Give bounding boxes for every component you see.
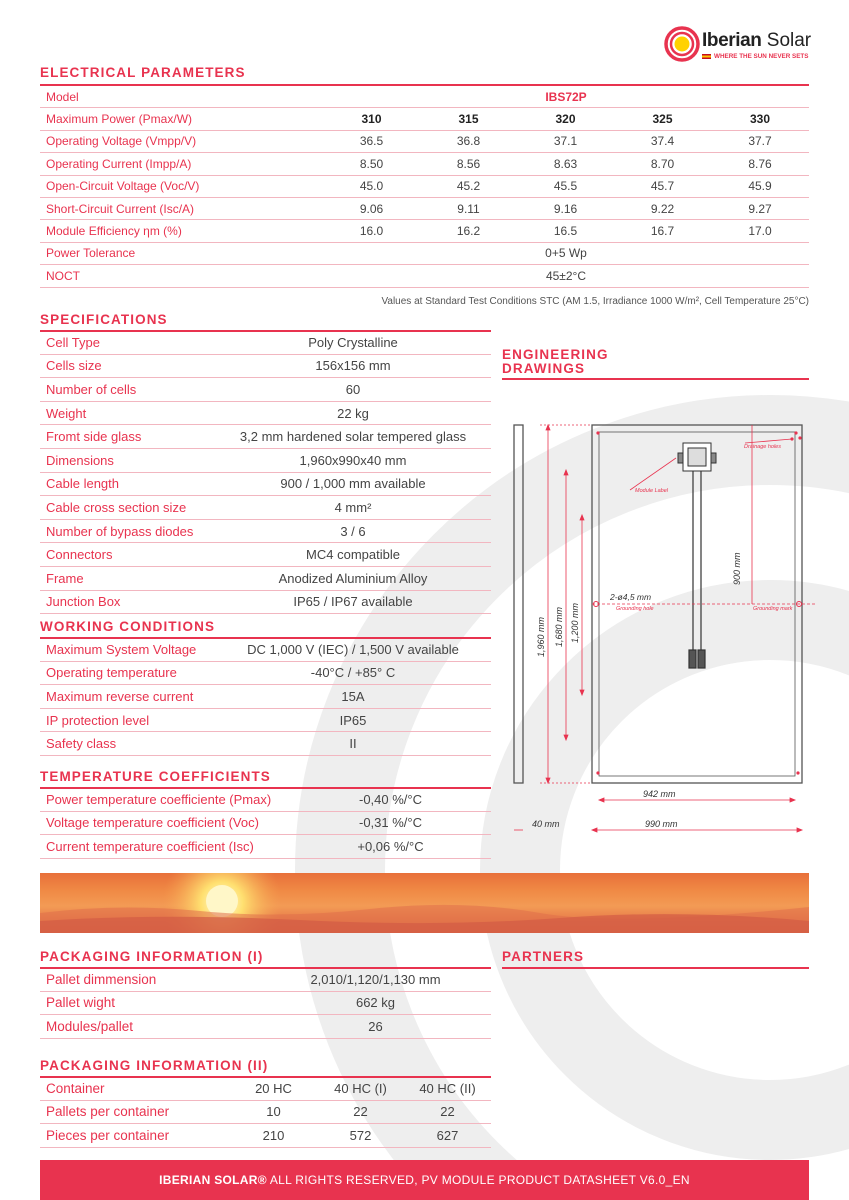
section-title-specifications: SPECIFICATIONS <box>40 312 168 327</box>
label-drainage: Drainage holes <box>744 444 781 450</box>
row-label: NOCT <box>40 265 323 287</box>
cell-value: 9.11 <box>420 197 517 219</box>
cell-value: 4 mm² <box>215 496 491 520</box>
packaging2-table <box>40 1077 491 1148</box>
table-row <box>40 543 491 567</box>
cell-value: 9.22 <box>614 197 711 219</box>
drawings-title-line2: DRAWINGS <box>502 361 586 376</box>
table-row <box>40 638 491 661</box>
cell-value: 15A <box>215 685 491 709</box>
row-label: Cable length <box>40 472 215 496</box>
section-rule <box>502 967 809 969</box>
cell-value: 37.4 <box>614 130 711 152</box>
cell-value: 9.16 <box>517 197 614 219</box>
table-row <box>40 1100 491 1124</box>
row-label: Module Efficiency ηm (%) <box>40 220 323 242</box>
brand-name-light: Solar <box>761 30 812 51</box>
label-1200: 1,200 mm <box>570 602 580 643</box>
cell-value: Poly Crystalline <box>215 331 491 354</box>
side-profile <box>514 425 523 783</box>
label-hole-dim: 2-ø4,5 mm <box>610 592 652 602</box>
cell-value: 572 <box>317 1124 404 1148</box>
table-row <box>40 519 491 543</box>
row-label: Voltage temperature coefficient (Voc) <box>40 811 290 835</box>
row-label: Power temperature coefficiente (Pmax) <box>40 788 290 811</box>
cell-value: 9.06 <box>323 197 420 219</box>
cell-value: 45.2 <box>420 175 517 197</box>
cell-value: 16.0 <box>323 220 420 242</box>
cell-value: 8.70 <box>614 153 711 175</box>
row-label: Cell Type <box>40 331 215 354</box>
table-row <box>40 590 491 614</box>
cell-value: 20 HC <box>230 1077 317 1100</box>
cell-value: 16.5 <box>517 220 614 242</box>
label-990: 990 mm <box>645 819 678 829</box>
table-row <box>40 242 809 264</box>
cell-value: 0+5 Wp <box>323 242 809 264</box>
connector-right <box>698 650 705 668</box>
label-module-label: Module Label <box>635 488 669 494</box>
cell-value: 8.50 <box>323 153 420 175</box>
cell-value: 45.5 <box>517 175 614 197</box>
table-row <box>40 811 491 835</box>
row-label: Fromt side glass <box>40 425 215 449</box>
row-label: Pallet wight <box>40 991 260 1015</box>
table-row <box>40 401 491 425</box>
table-row <box>40 265 809 287</box>
section-title-packaging1: PACKAGING INFORMATION (I) <box>40 949 264 964</box>
table-row <box>40 153 809 175</box>
cell-value: IP65 / IP67 available <box>215 590 491 614</box>
table-row <box>40 968 491 991</box>
label-1680: 1,680 mm <box>554 606 564 647</box>
cell-value: -0,31 %/°C <box>290 811 491 835</box>
cell-value: 22 <box>317 1100 404 1124</box>
row-label: Cable cross section size <box>40 496 215 520</box>
brand-tagline <box>702 53 808 60</box>
row-label: Open-Circuit Voltage (Voc/V) <box>40 175 323 197</box>
row-label: Container <box>40 1077 230 1100</box>
row-label: Weight <box>40 401 215 425</box>
cell-value: 8.76 <box>711 153 809 175</box>
table-row <box>40 1124 491 1148</box>
temperature-table <box>40 788 491 859</box>
table-row <box>40 835 491 859</box>
label-942: 942 mm <box>643 789 676 799</box>
cell-value: 60 <box>215 378 491 402</box>
model-value: IBS72P <box>323 86 809 108</box>
brand-name <box>702 30 811 52</box>
cell-value: 22 kg <box>215 401 491 425</box>
row-label: Pieces per container <box>40 1124 230 1148</box>
table-row <box>40 1015 491 1039</box>
row-label: Junction Box <box>40 590 215 614</box>
cell-value: 9.27 <box>711 197 809 219</box>
cell-value: 627 <box>404 1124 491 1148</box>
drawings-title-line1: ENGINEERING <box>502 347 609 362</box>
table-row <box>40 130 809 152</box>
cell-value: 3,2 mm hardened solar tempered glass <box>215 425 491 449</box>
cell-value: IP65 <box>215 708 491 732</box>
cell-value: 17.0 <box>711 220 809 242</box>
table-row <box>40 448 491 472</box>
row-label: Cells size <box>40 354 215 378</box>
table-row <box>40 220 809 242</box>
table-row <box>40 175 809 197</box>
sunset-image <box>40 873 809 933</box>
cell-value: 40 HC (I) <box>317 1077 404 1100</box>
table-row <box>40 732 491 756</box>
row-label: Number of bypass diodes <box>40 519 215 543</box>
row-label: Pallets per container <box>40 1100 230 1124</box>
cell-value: 325 <box>614 108 711 130</box>
table-row <box>40 496 491 520</box>
section-rule <box>502 378 809 380</box>
row-label: Maximum System Voltage <box>40 638 215 661</box>
cell-value: 26 <box>260 1015 491 1039</box>
row-label: Maximum Power (Pmax/W) <box>40 108 323 130</box>
cell-value: 22 <box>404 1100 491 1124</box>
table-row <box>40 425 491 449</box>
section-title-partners: PARTNERS <box>502 949 585 964</box>
cell-value: 330 <box>711 108 809 130</box>
cell-value: 3 / 6 <box>215 519 491 543</box>
model-label: Model <box>40 86 323 108</box>
section-title-temperature: TEMPERATURE COEFFICIENTS <box>40 769 271 784</box>
cell-value: 16.2 <box>420 220 517 242</box>
cell-value: 320 <box>517 108 614 130</box>
junction-box <box>678 443 716 471</box>
row-label: Number of cells <box>40 378 215 402</box>
sunset-banner <box>40 873 809 933</box>
cell-value: 16.7 <box>614 220 711 242</box>
table-row <box>40 108 809 130</box>
row-label: Modules/pallet <box>40 1015 260 1039</box>
electrical-table <box>40 86 809 288</box>
cell-value: -0,40 %/°C <box>290 788 491 811</box>
table-row <box>40 685 491 709</box>
row-label: Current temperature coefficient (Isc) <box>40 835 290 859</box>
cell-value: 662 kg <box>260 991 491 1015</box>
brand-name-bold: Iberian <box>702 30 762 51</box>
table-row <box>40 197 809 219</box>
row-label: Safety class <box>40 732 215 756</box>
connector-left <box>689 650 696 668</box>
packaging1-table <box>40 968 491 1039</box>
row-label: Operating temperature <box>40 661 215 685</box>
table-row <box>40 472 491 496</box>
cell-value: 10 <box>230 1100 317 1124</box>
engineering-drawing <box>500 395 820 845</box>
tagline-text: WHERE THE SUN NEVER SETS <box>714 53 809 60</box>
table-row <box>40 661 491 685</box>
label-900: 900 mm <box>732 552 742 585</box>
table-row <box>40 378 491 402</box>
table-row <box>40 708 491 732</box>
cell-value: DC 1,000 V (IEC) / 1,500 V available <box>215 638 491 661</box>
row-label: Operating Current (Impp/A) <box>40 153 323 175</box>
table-row <box>40 788 491 811</box>
cell-value: 210 <box>230 1124 317 1148</box>
cell-value: 310 <box>323 108 420 130</box>
footer-brand: IBERIAN SOLAR® <box>159 1173 267 1187</box>
cell-value: 37.1 <box>517 130 614 152</box>
section-title-packaging2: PACKAGING INFORMATION (II) <box>40 1058 269 1073</box>
cell-value: 156x156 mm <box>215 354 491 378</box>
cell-value: 37.7 <box>711 130 809 152</box>
cell-value: 2,010/1,120/1,130 mm <box>260 968 491 991</box>
table-row <box>40 991 491 1015</box>
table-row <box>40 1077 491 1100</box>
row-label: Pallet dimmension <box>40 968 260 991</box>
row-label: Power Tolerance <box>40 242 323 264</box>
table-row <box>40 566 491 590</box>
label-grounding-mark: Grounding mark <box>753 606 793 612</box>
cell-value: 8.63 <box>517 153 614 175</box>
cell-value: 900 / 1,000 mm available <box>215 472 491 496</box>
row-label: Dimensions <box>40 448 215 472</box>
cell-value: 8.56 <box>420 153 517 175</box>
cell-value: 45.0 <box>323 175 420 197</box>
row-label: Connectors <box>40 543 215 567</box>
cell-value: 45.7 <box>614 175 711 197</box>
section-title-drawings <box>502 348 609 376</box>
cell-value: 36.5 <box>323 130 420 152</box>
cell-value: 40 HC (II) <box>404 1077 491 1100</box>
cell-value: 45±2°C <box>323 265 809 287</box>
row-label: Short-Circuit Current (Isc/A) <box>40 197 323 219</box>
label-grounding-hole: Grounding hole <box>616 606 654 612</box>
cell-value: Anodized Aluminium Alloy <box>215 566 491 590</box>
cell-value: II <box>215 732 491 756</box>
label-40: 40 mm <box>532 819 560 829</box>
row-label: IP protection level <box>40 708 215 732</box>
table-row <box>40 331 491 354</box>
cell-value: +0,06 %/°C <box>290 835 491 859</box>
row-label: Frame <box>40 566 215 590</box>
row-label: Operating Voltage (Vmpp/V) <box>40 130 323 152</box>
footer-text: ALL RIGHTS RESERVED, PV MODULE PRODUCT DATASHEET V6.0_EN <box>266 1173 690 1187</box>
section-title-electrical: ELECTRICAL PARAMETERS <box>40 65 246 80</box>
footer-bar <box>40 1160 809 1200</box>
working-table <box>40 638 491 756</box>
cell-value: MC4 compatible <box>215 543 491 567</box>
section-title-working: WORKING CONDITIONS <box>40 619 216 634</box>
cell-value: 36.8 <box>420 130 517 152</box>
table-row <box>40 86 809 108</box>
label-1960: 1,960 mm <box>536 616 546 657</box>
row-label: Maximum reverse current <box>40 685 215 709</box>
spain-flag-icon <box>702 54 711 59</box>
cell-value: 1,960x990x40 mm <box>215 448 491 472</box>
logo-icon <box>664 26 700 62</box>
cell-value: 45.9 <box>711 175 809 197</box>
stc-footnote: Values at Standard Test Conditions STC (AM 1.5, Irradiance 1000 W/m², Cell Temperature 25°C) <box>381 296 809 307</box>
cell-value: -40°C / +85° C <box>215 661 491 685</box>
table-row <box>40 354 491 378</box>
specifications-table <box>40 331 491 614</box>
cell-value: 315 <box>420 108 517 130</box>
